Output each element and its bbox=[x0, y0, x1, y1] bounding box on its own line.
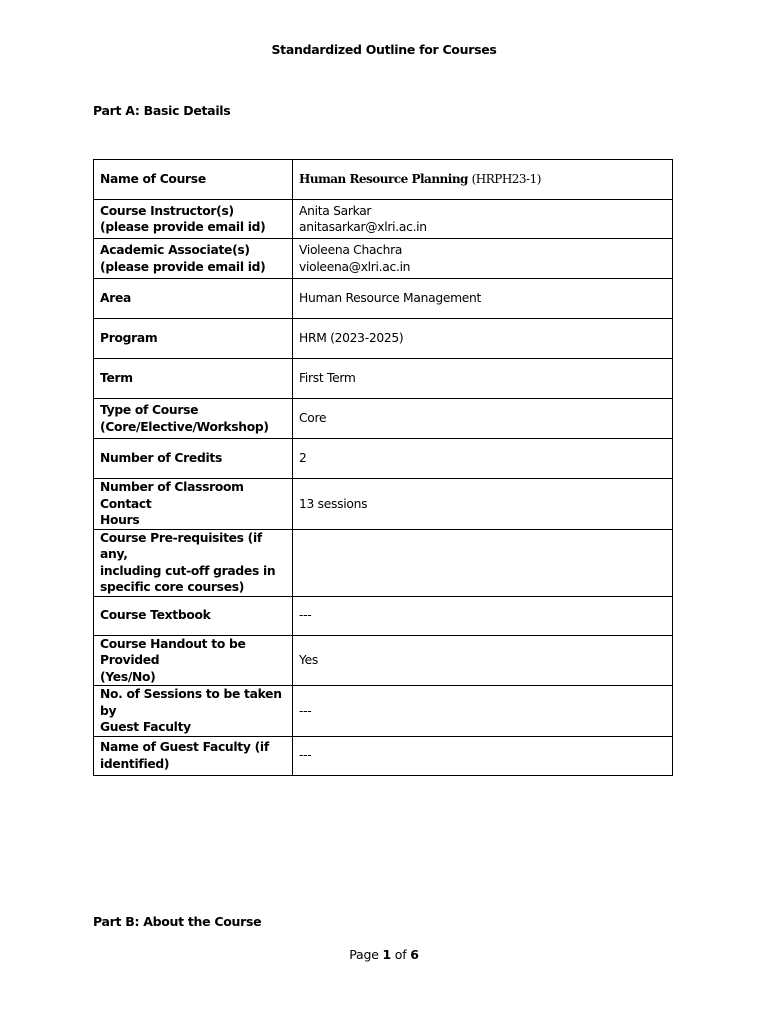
table-row bbox=[94, 439, 673, 479]
row-value bbox=[293, 200, 673, 239]
label-line: Guest Faculty bbox=[100, 720, 191, 734]
label-line: No. of Sessions to be taken by bbox=[100, 687, 282, 718]
table-row bbox=[94, 319, 673, 359]
label-line: Area bbox=[100, 291, 132, 306]
row-value bbox=[293, 279, 673, 319]
instructor-name: Anita Sarkar bbox=[299, 203, 372, 218]
row-label bbox=[94, 596, 293, 635]
row-value bbox=[293, 239, 673, 279]
row-value bbox=[293, 399, 673, 439]
associate-email: violeena@xlri.ac.in bbox=[299, 259, 411, 274]
value-line: Core bbox=[299, 411, 327, 426]
label-line: (please provide email id) bbox=[100, 220, 266, 234]
row-value bbox=[293, 596, 673, 635]
label-line: (Core/Elective/Workshop) bbox=[100, 419, 269, 434]
row-label bbox=[94, 686, 293, 737]
table-row bbox=[94, 529, 673, 596]
table-row bbox=[94, 596, 673, 635]
row-label bbox=[94, 736, 293, 775]
label-line: Course Handout to be Provided bbox=[100, 636, 246, 667]
instructor-email: anitasarkar@xlri.ac.in bbox=[299, 220, 427, 234]
row-label bbox=[94, 160, 293, 200]
label-line: Academic Associate(s) bbox=[100, 243, 250, 257]
total-pages: 6 bbox=[410, 947, 419, 962]
row-label bbox=[94, 200, 293, 239]
label-line: Course Textbook bbox=[100, 608, 211, 623]
of-word: of bbox=[394, 947, 407, 962]
row-value bbox=[293, 635, 673, 686]
row-value bbox=[293, 529, 673, 596]
table-row bbox=[94, 479, 673, 530]
value-line: Human Resource Management bbox=[299, 291, 482, 306]
value-line: --- bbox=[299, 608, 312, 623]
course-code: (HRPH23-1) bbox=[471, 172, 541, 187]
value-line: --- bbox=[299, 703, 312, 718]
label-line: (please provide email id) bbox=[100, 259, 266, 274]
row-label bbox=[94, 319, 293, 359]
table-row bbox=[94, 736, 673, 775]
row-label bbox=[94, 239, 293, 279]
label-line: Number of Classroom Contact bbox=[100, 480, 244, 511]
current-page: 1 bbox=[382, 947, 392, 962]
basic-details-table bbox=[93, 159, 673, 776]
page-number bbox=[0, 947, 768, 962]
part-a-heading: Part A: Basic Details bbox=[93, 103, 231, 118]
label-line: identified) bbox=[100, 756, 170, 771]
document-title: Standardized Outline for Courses bbox=[271, 42, 497, 57]
table-row bbox=[94, 686, 673, 737]
table-row bbox=[94, 279, 673, 319]
part-b-heading: Part B: About the Course bbox=[93, 914, 262, 929]
value-line: 13 sessions bbox=[299, 496, 368, 511]
row-value bbox=[293, 736, 673, 775]
label-line: Term bbox=[100, 371, 133, 386]
value-line: HRM (2023-2025) bbox=[299, 331, 404, 346]
row-label bbox=[94, 439, 293, 479]
table-row bbox=[94, 399, 673, 439]
row-label bbox=[94, 479, 293, 530]
value-line: Yes bbox=[299, 653, 318, 667]
table-row bbox=[94, 635, 673, 686]
row-value bbox=[293, 359, 673, 399]
row-label bbox=[94, 635, 293, 686]
row-value bbox=[293, 686, 673, 737]
label-line: (Yes/No) bbox=[100, 669, 156, 684]
row-label bbox=[94, 529, 293, 596]
value-line: 2 bbox=[299, 451, 307, 466]
table-row bbox=[94, 200, 673, 239]
label-line: Course Pre-requisites (if any, bbox=[100, 530, 262, 561]
page-word: Page bbox=[349, 947, 379, 962]
row-value bbox=[293, 479, 673, 530]
row-value bbox=[293, 319, 673, 359]
label-line: Number of Credits bbox=[100, 451, 222, 466]
row-value bbox=[293, 160, 673, 200]
label-line: Course Instructor(s) bbox=[100, 203, 234, 218]
label-line: Program bbox=[100, 331, 158, 346]
label-line: including cut-off grades in bbox=[100, 563, 276, 578]
label-line: Type of Course bbox=[100, 403, 199, 417]
label-line: Name of Guest Faculty (if bbox=[100, 740, 269, 754]
associate-name: Violeena Chachra bbox=[299, 243, 403, 257]
table-row bbox=[94, 160, 673, 200]
label-line: specific core courses) bbox=[100, 580, 245, 594]
label-line: Name of Course bbox=[100, 172, 206, 187]
value-line: --- bbox=[299, 748, 312, 763]
row-label bbox=[94, 399, 293, 439]
row-label bbox=[94, 359, 293, 399]
row-label bbox=[94, 279, 293, 319]
table-row bbox=[94, 239, 673, 279]
label-line: Hours bbox=[100, 513, 140, 527]
row-value bbox=[293, 439, 673, 479]
course-name: Human Resource Planning bbox=[299, 172, 468, 187]
table-row bbox=[94, 359, 673, 399]
value-line: First Term bbox=[299, 371, 356, 386]
